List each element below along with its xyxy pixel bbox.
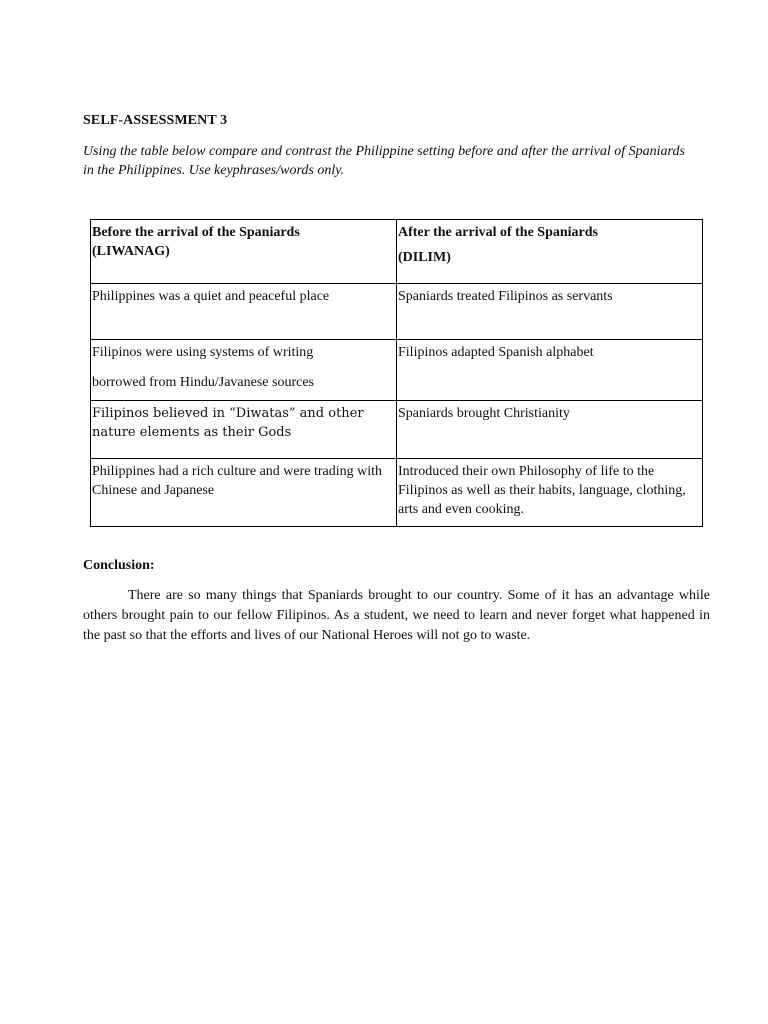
instructions-text: Using the table below compare and contrast the Philippine setting before and after the arrival of Spaniards in the Philippines. Use keyphrases/words only. bbox=[83, 144, 685, 178]
table-cell-after: Introduced their own Philosophy of life to the Filipinos as well as their habits, language, clothing, arts and even cooking. bbox=[397, 459, 703, 527]
table-cell-before: Philippines had a rich culture and were trading with Chinese and Japanese bbox=[91, 459, 397, 527]
table-cell-before bbox=[91, 340, 397, 401]
header-before-title: Before the arrival of the Spaniards bbox=[92, 225, 300, 240]
header-cell-before bbox=[91, 220, 397, 284]
table-header-row bbox=[91, 220, 703, 284]
table-cell-after: Spaniards brought Christianity bbox=[397, 401, 703, 459]
table-row bbox=[91, 284, 703, 340]
table-row bbox=[91, 459, 703, 527]
header-before-subtitle: (LIWANAG) bbox=[92, 244, 170, 259]
table-cell-before-line2: borrowed from Hindu/Javanese sources bbox=[92, 375, 314, 390]
comparison-table bbox=[90, 219, 703, 527]
table-row bbox=[91, 401, 703, 459]
table-cell-before: Philippines was a quiet and peaceful place bbox=[91, 284, 397, 340]
table-cell-after: Filipinos adapted Spanish alphabet bbox=[397, 340, 703, 401]
table-row bbox=[91, 340, 703, 401]
page-title: SELF-ASSESSMENT 3 bbox=[83, 113, 228, 128]
header-cell-after bbox=[397, 220, 703, 284]
conclusion-heading: Conclusion: bbox=[83, 558, 155, 573]
header-after-title: After the arrival of the Spaniards bbox=[398, 225, 598, 240]
header-after-subtitle: (DILIM) bbox=[398, 250, 451, 265]
conclusion-paragraph: There are so many things that Spaniards brought to our country. Some of it has an advantage while others brought pain to our fellow Filipinos. As a student, we need to learn and never forget what happened in the past so that the efforts and lives of our National Heroes will not go to waste. bbox=[83, 588, 710, 643]
table-cell-before-line1: Filipinos were using systems of writing bbox=[92, 345, 314, 360]
table-cell-after: Spaniards treated Filipinos as servants bbox=[397, 284, 703, 340]
table-cell-before: Filipinos believed in “Diwatas” and other nature elements as their Gods bbox=[91, 401, 397, 459]
